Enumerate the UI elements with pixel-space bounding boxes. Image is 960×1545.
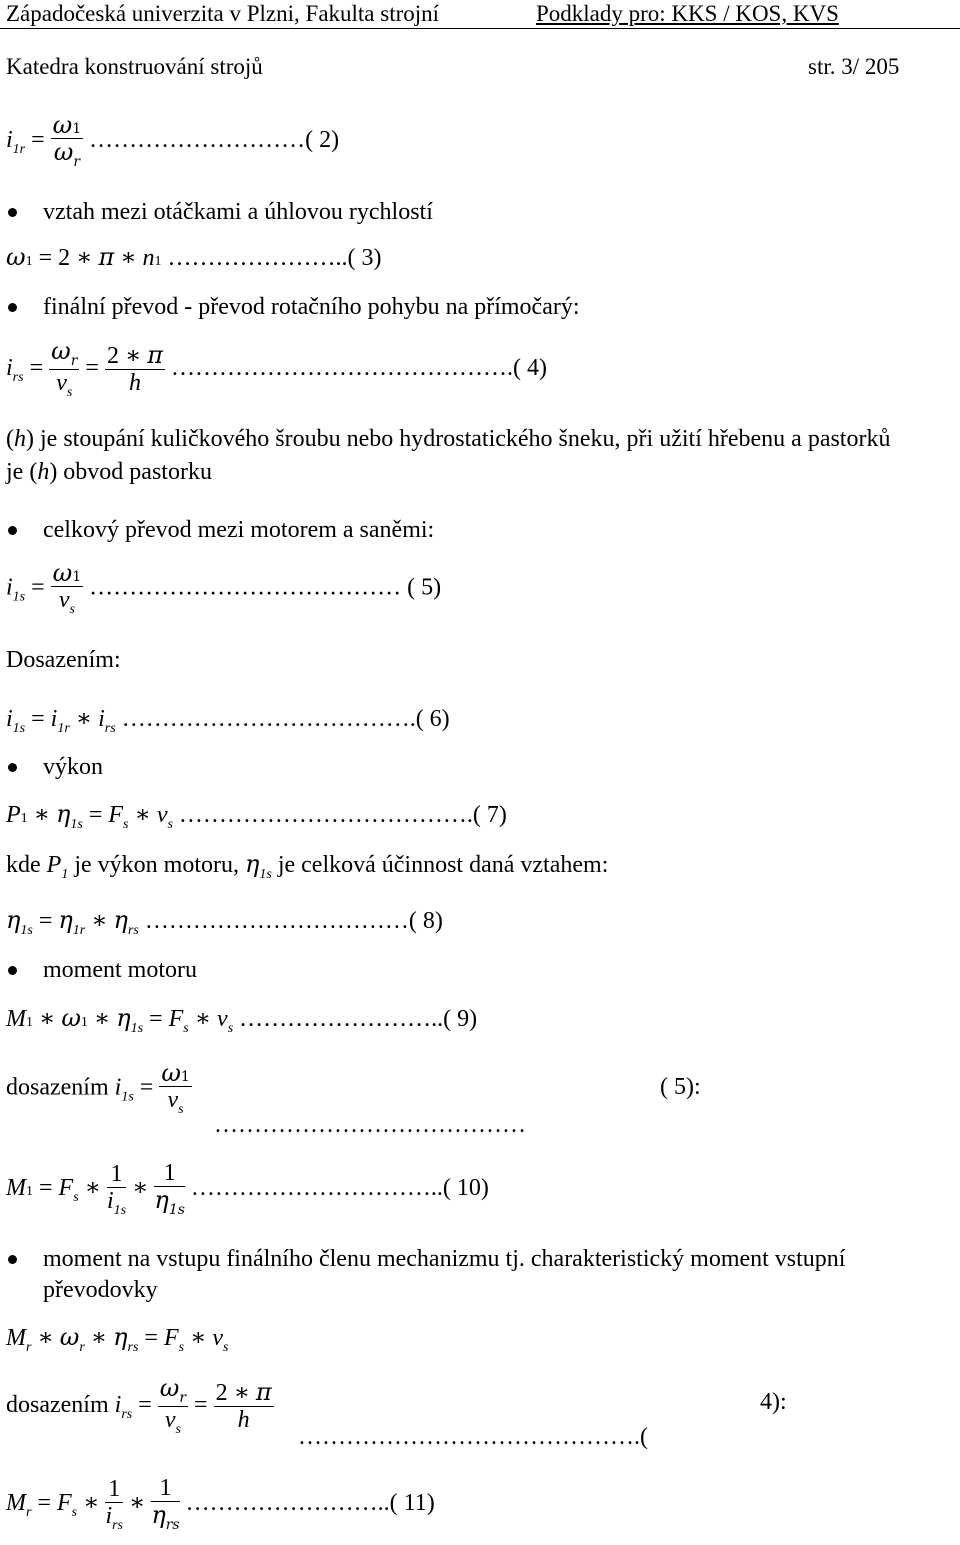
bullet-icon [8,526,17,535]
bullet-text-1: vztah mezi otáčkami a úhlovou rychlostí [43,199,433,225]
substitution-5-ref: ( 5): [660,1074,701,1100]
equation-7: P1 ∗ $\eta_{1s} = F_s$ ∗ $v_s$ ……………………………….( 7) [6,800,507,832]
equation-11: $M_r = F_s$ ∗ $\frac{1}{i_{rs}}$ ∗ $\frac{1}{\eta_{rs}}$ ……………………..( 11) [6,1475,435,1534]
header-university: Západočeská univerzita v Plzni, Fakulta strojní [6,1,440,26]
equation-5: $i_{1s}$ = $\frac{\omega 1}{v_s}$ ………………………………… ( 5) [6,559,442,618]
substitution-4-ref: 4): [760,1389,787,1415]
bullet-text-3: celkový převod mezi motorem a saněmi: [43,517,435,543]
equation-4: $i_{rs}$ = $\frac{\omega_r}{v_s}$ = $\frac{2 ∗ \pi}{h}$ …………………………………….( 4) [6,337,548,401]
eq4-dots: …………………………………….( 4) [171,354,548,381]
paragraph-1-line-2: je (h) obvod pastorku [6,459,212,485]
equation-8: $\eta_{1s} = \eta_{1r}$ ∗ $\eta_{rs}$ ……………………………( 8) [6,906,443,938]
paragraph-2: kde $P_1$ je výkon motoru, $\eta_{1s}$ je celková účinnost daná vztahem: [6,850,609,882]
eq6-dots: ……………………………….( 6) [121,706,450,732]
bullet-text-4: výkon [43,754,103,780]
bullet-text-6-line-2: převodovky [43,1277,158,1303]
header-page: str. 3/ 205 [808,54,900,79]
bullet-text-2: finální převod - převod rotačního pohybu na přímočarý: [43,294,580,320]
bullet-text-6-line-1: moment na vstupu finálního členu mechanizmu tj. charakteristický moment vstupní [43,1246,846,1272]
paragraph-1-line-1: (h) je stoupání kuličkového šroubu nebo hydrostatického šneku, při užití hřebenu a pastorků [6,426,891,452]
bullet-icon [8,966,17,975]
equation-mr: $M_r$ ∗ $\omega_r$ ∗ $\eta_{rs} = F_s$ ∗ $v_s$ [6,1323,229,1355]
eq3-dots: …………………..( 3) [167,245,382,271]
eq11-dots: ……………………..( 11) [185,1489,435,1516]
substitution-4: dosazením $i_{rs}$ = $\frac{\omega_r}{v_s}$ = $\frac{2 ∗ \pi}{h}$ [6,1374,272,1438]
eq8-dots: ……………………………( 8) [144,908,443,934]
header-department: Katedra konstruování strojů [6,54,263,79]
bullet-icon [8,208,17,217]
eq10-dots: …………………………..( 10) [190,1174,489,1201]
substitution-5: dosazením $i_{1s}$ = $\frac{\omega 1}{v_s}$ [6,1059,190,1118]
eq9-dots: ……………………..( 9) [239,1006,478,1032]
bullet-icon [8,1255,17,1264]
substitution-5-dots: ………………………………… [214,1112,526,1138]
equation-9: M1 ∗ ω1 ∗ $\eta_{1s} = F_s$ ∗ $v_s$ ……………………..( 9) [6,1004,478,1036]
equation-2: $i_{1r}$ = $\frac{\omega 1}{\omega_r}$ ………………………( 2) [6,111,340,171]
eq2-dots: ………………………( 2) [89,126,340,153]
bullet-icon [8,303,17,312]
bullet-icon [8,763,17,772]
header-course: Podklady pro: KKS / KOS, KVS [536,1,839,26]
equation-10: $M1 = F_s$ ∗ $\frac{1}{i_{1s}}$ ∗ $\frac{1}{\eta_{1s}}$ …………………………..( 10) [6,1160,489,1219]
equation-6: $i_{1s} = i_{1r}$ ∗ $i_{rs}$ ……………………………….( 6) [6,706,450,736]
eq7-dots: ……………………………….( 7) [178,802,507,828]
header-rule [0,28,960,29]
dosazenim-label: Dosazením: [6,647,121,673]
eq5-dots: ………………………………… ( 5) [89,574,442,601]
substitution-4-dots: …………………………………….( [298,1424,648,1450]
equation-3: ω1 = 2 ∗ π ∗ n1 …………………..( 3) [6,243,382,271]
bullet-text-5: moment motoru [43,957,197,983]
